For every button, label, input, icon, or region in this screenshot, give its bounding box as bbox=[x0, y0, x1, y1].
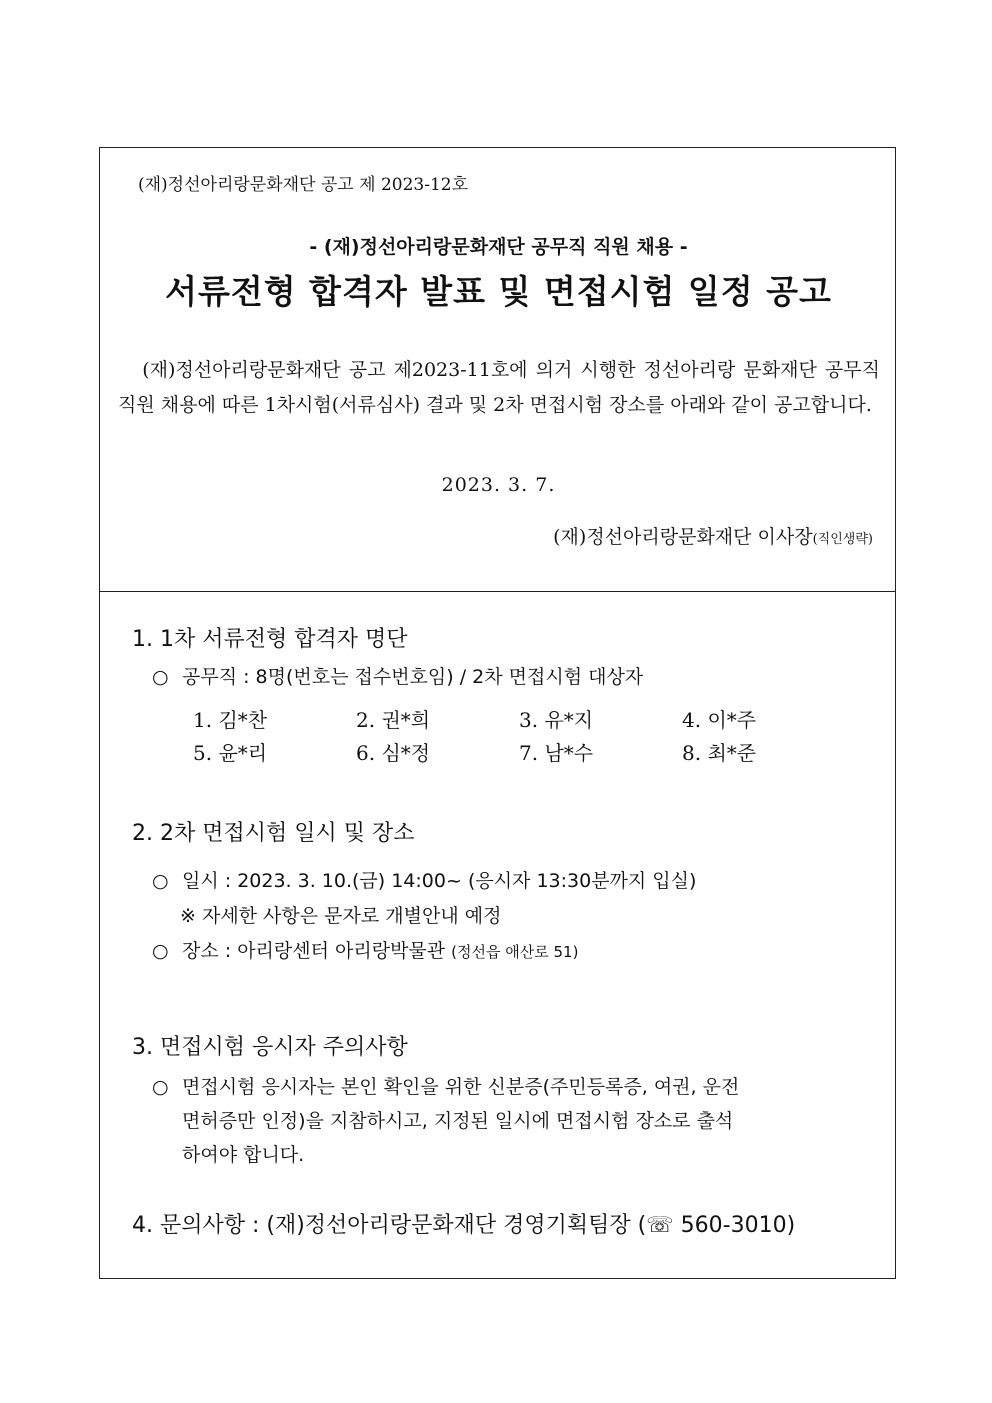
notice-title: 서류전형 합격자 발표 및 면접시험 일정 공고 bbox=[165, 272, 832, 311]
candidate-item: 7. 남*수 bbox=[519, 741, 594, 765]
circle-bullet-icon: ○ bbox=[152, 666, 169, 688]
candidate-item: 4. 이*주 bbox=[682, 708, 757, 732]
section3-line2: 면허증만 인정)을 지참하시고, 지정된 일시에 면접시험 장소로 출석 bbox=[182, 1110, 734, 1132]
section1-heading: 1. 1차 서류전형 합격자 명단 bbox=[132, 627, 408, 652]
notice-subtitle: - (재)정선아리랑문화재단 공무직 직원 채용 - bbox=[309, 236, 688, 258]
notice-date: 2023. 3. 7. bbox=[441, 474, 556, 496]
seal-omitted-note: (직인생략) bbox=[812, 532, 873, 547]
signer-name: (재)정선아리랑문화재단 이사장 bbox=[553, 526, 813, 548]
section-divider bbox=[100, 591, 895, 592]
notice-number: (재)정선아리랑문화재단 공고 제 2023-12호 bbox=[138, 175, 469, 195]
candidate-item: 1. 김*찬 bbox=[193, 708, 268, 732]
section3-line1: ○ 면접시험 응시자는 본인 확인을 위한 신분증(주민등록증, 여권, 운전 bbox=[152, 1076, 740, 1098]
section3-heading: 3. 면접시험 응시자 주의사항 bbox=[132, 1035, 408, 1060]
place-address: (정선읍 애산로 51) bbox=[451, 943, 579, 961]
intro-paragraph bbox=[118, 353, 880, 423]
section2-datetime: ○ 일시 : 2023. 3. 10.(금) 14:00~ (응시자 13:30분까지 입실) bbox=[152, 870, 697, 892]
candidate-item: 5. 윤*리 bbox=[193, 741, 268, 765]
candidate-item: 8. 최*준 bbox=[682, 741, 757, 765]
section3-line3: 하여야 합니다. bbox=[182, 1144, 305, 1166]
notice-frame bbox=[99, 147, 896, 1279]
circle-bullet-icon: ○ bbox=[152, 870, 169, 892]
section2-heading: 2. 2차 면접시험 일시 및 장소 bbox=[132, 821, 415, 846]
section4-contact: 4. 문의사항 : (재)정선아리랑문화재단 경영기획팀장 (☏ 560-3010) bbox=[132, 1213, 796, 1238]
candidate-item: 2. 권*희 bbox=[356, 708, 431, 732]
candidate-item: 6. 심*정 bbox=[356, 741, 431, 765]
circle-bullet-icon: ○ bbox=[152, 940, 169, 962]
candidate-item: 3. 유*지 bbox=[519, 708, 594, 732]
intro-text: (재)정선아리랑문화재단 공고 제2023-11호에 의거 시행한 정선아리랑 문화재단 공무직 직원 채용에 따른 1차시험(서류심사) 결과 및 2차 면접시험 장소를 아래와 같이 공고합니다. bbox=[118, 359, 880, 416]
signer-line bbox=[553, 522, 873, 549]
circle-bullet-icon: ○ bbox=[152, 1076, 169, 1098]
section2-place: ○ 장소 : 아리랑센터 아리랑박물관 (정선읍 애산로 51) bbox=[152, 940, 579, 962]
section1-line: ○ 공무직 : 8명(번호는 접수번호임) / 2차 면접시험 대상자 bbox=[152, 666, 644, 688]
section2-note: ※ 자세한 사항은 문자로 개별안내 예정 bbox=[180, 905, 502, 927]
